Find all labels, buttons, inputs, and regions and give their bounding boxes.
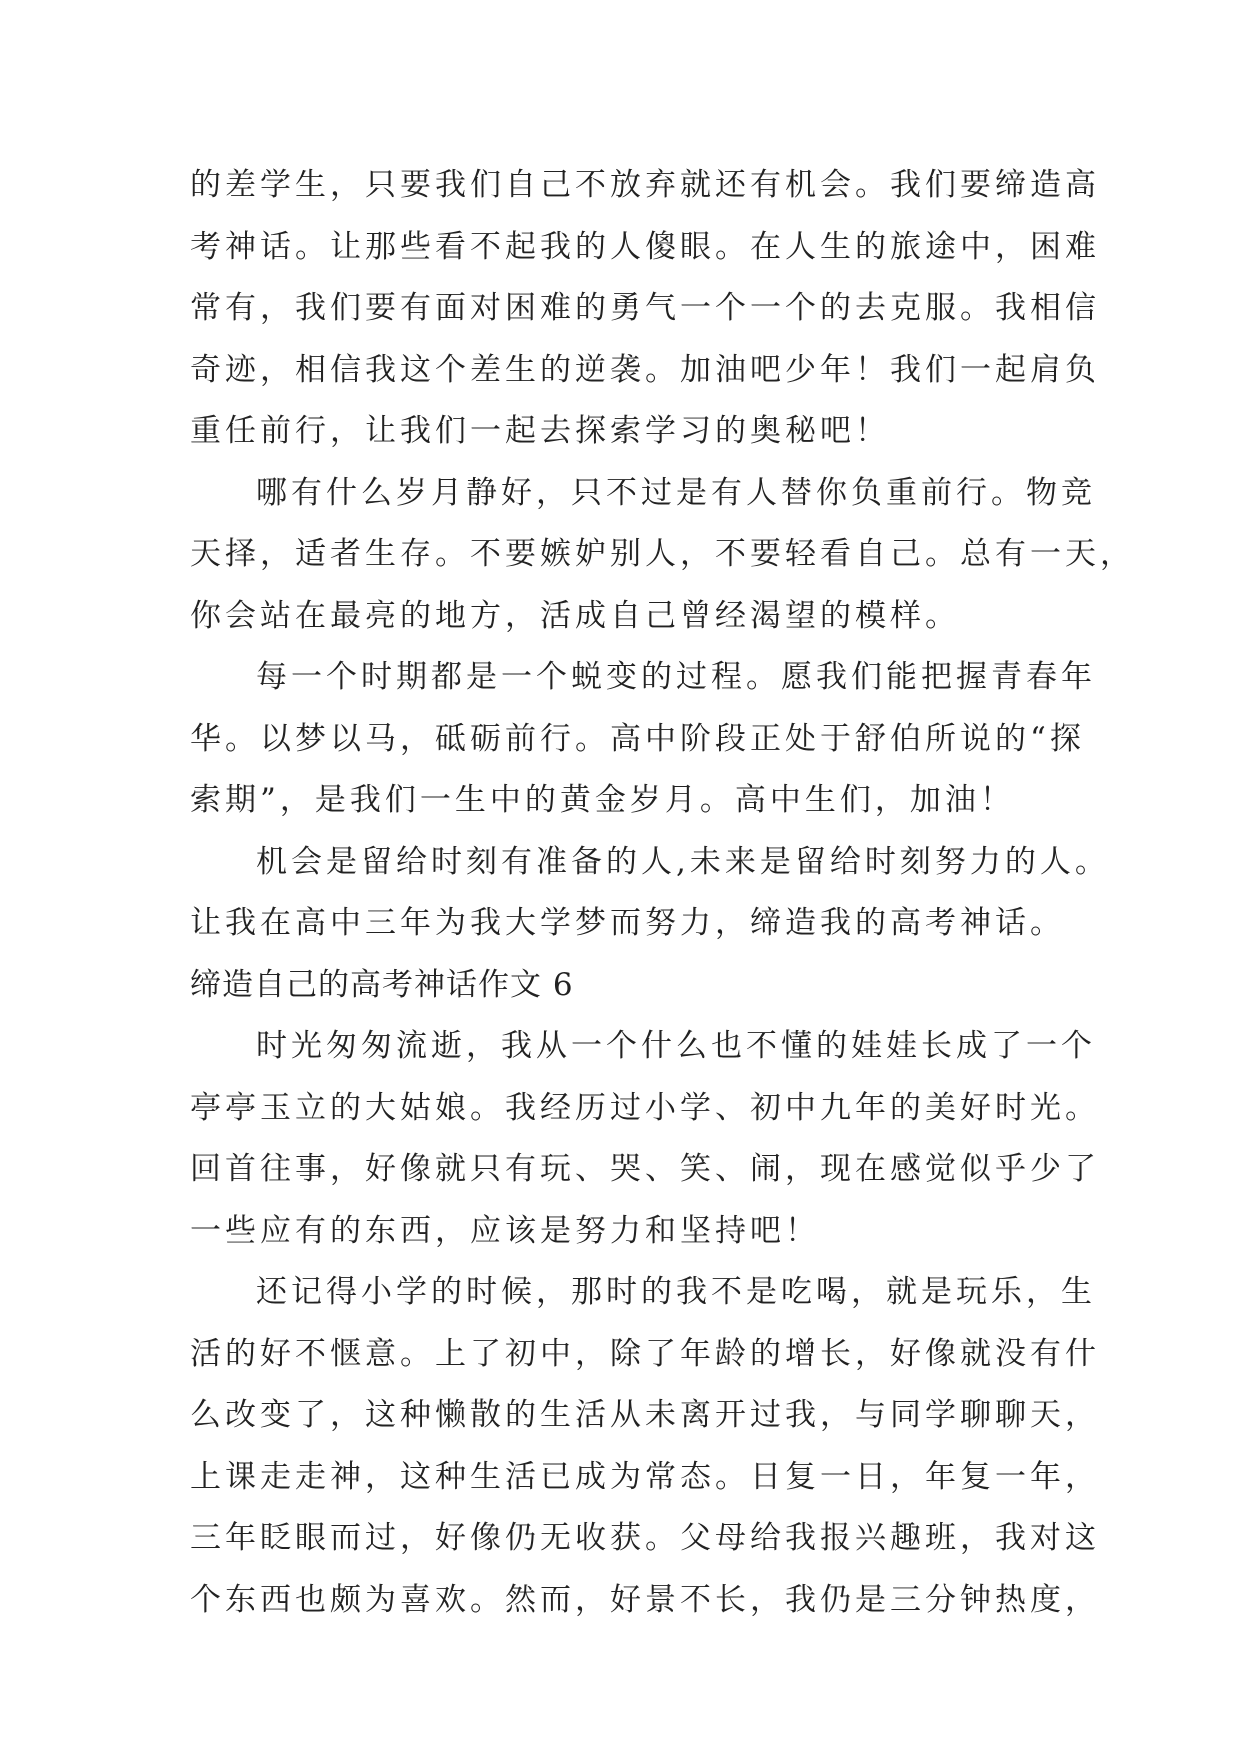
paragraph-first-line: 每一个时期都是一个蜕变的过程。愿我们能把握青春年 (256, 659, 1096, 695)
text-line: 华。以梦以马，砥砺前行。高中阶段正处于舒伯所说的“探 (190, 720, 1085, 757)
paragraph-first-line: 时光匆匆流逝，我从一个什么也不懂的娃娃长成了一个 (256, 1028, 1096, 1064)
text-line: 你会站在最亮的地方，活成自己曾经渴望的模样。 (190, 597, 960, 634)
text-line: 回首往事，好像就只有玩、哭、笑、闹，现在感觉似乎少了 (190, 1151, 1100, 1187)
text-line: 奇迹，相信我这个差生的逆袭。加油吧少年！我们一起肩负 (190, 351, 1100, 388)
text-line: 亭亭玉立的大姑娘。我经历过小学、初中九年的美好时光。 (190, 1089, 1100, 1126)
text-line: 么改变了，这种懒散的生活从未离开过我，与同学聊聊天， (190, 1397, 1100, 1433)
text-line: 的差学生，只要我们自己不放弃就还有机会。我们要缔造高 (190, 167, 1100, 203)
text-line: 常有，我们要有面对困难的勇气一个一个的去克服。我相信 (190, 290, 1100, 326)
text-line: 让我在高中三年为我大学梦而努力，缔造我的高考神话。 (190, 905, 1065, 941)
paragraph-first-line: 还记得小学的时候，那时的我不是吃喝，就是玩乐，生 (256, 1274, 1096, 1310)
text-line: 天择，适者生存。不要嫉妒别人，不要轻看自己。总有一天， (190, 536, 1135, 572)
text-line: 三年眨眼而过，好像仍无收获。父母给我报兴趣班，我对这 (190, 1520, 1100, 1556)
text-line: 重任前行，让我们一起去探索学习的奥秘吧！ (190, 413, 890, 449)
section-heading: 缔造自己的高考神话作文 6 (190, 966, 574, 1003)
text-line: 上课走走神，这种生活已成为常态。日复一日，年复一年， (190, 1458, 1100, 1495)
document-body (190, 155, 1135, 1631)
text-line: 活的好不惬意。上了初中，除了年龄的增长，好像就没有什 (190, 1335, 1100, 1372)
paragraph-first-line: 机会是留给时刻有准备的人,未来是留给时刻努力的人。 (256, 843, 1110, 880)
text-line: 个东西也颇为喜欢。然而，好景不长，我仍是三分钟热度， (190, 1581, 1100, 1618)
paragraph-first-line: 哪有什么岁月静好，只不过是有人替你负重前行。物竞 (256, 474, 1096, 511)
text-line: 索期”，是我们一生中的黄金岁月。高中生们，加油！ (190, 782, 1015, 818)
text-line: 考神话。让那些看不起我的人傻眼。在人生的旅途中，困难 (190, 228, 1100, 265)
text-line: 一些应有的东西，应该是努力和坚持吧！ (190, 1212, 820, 1249)
